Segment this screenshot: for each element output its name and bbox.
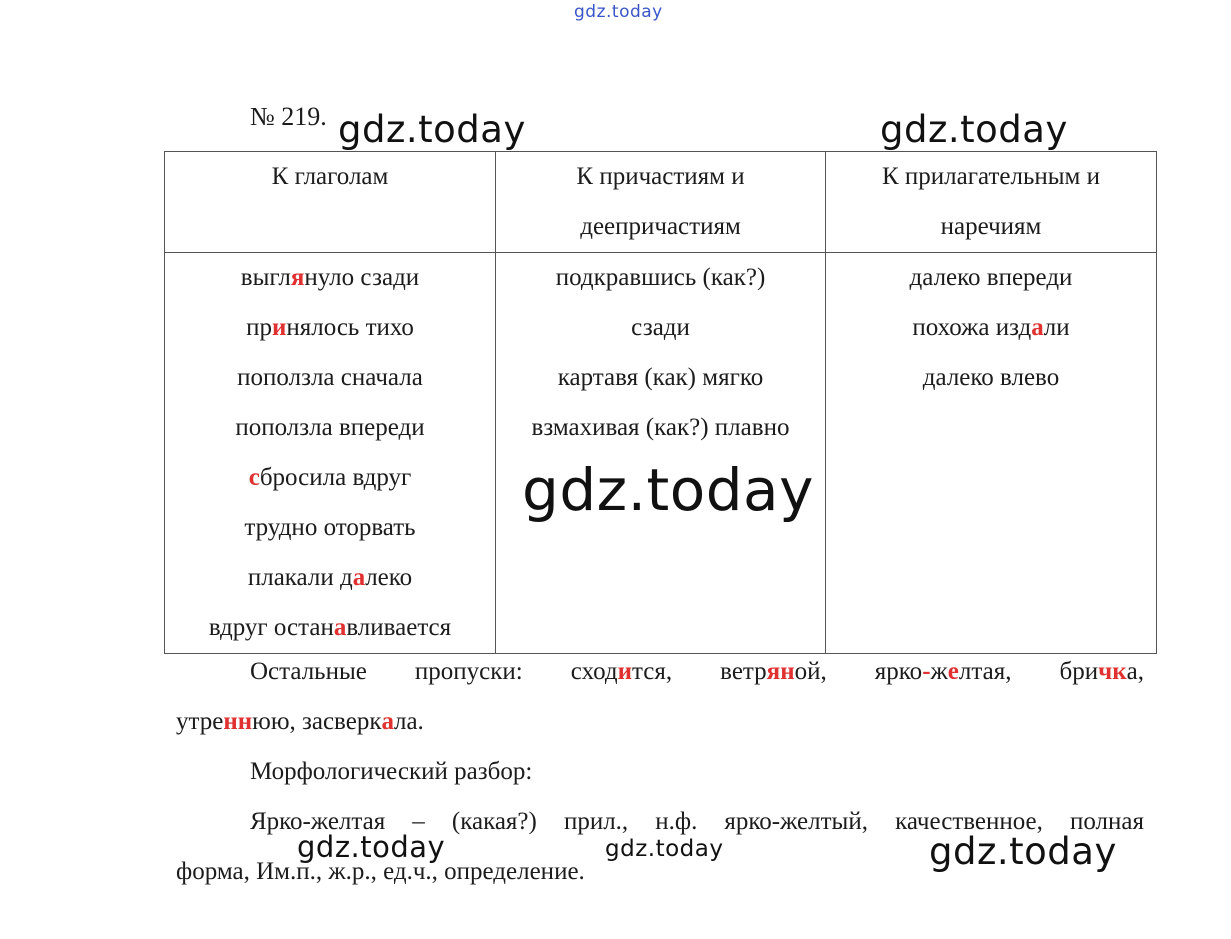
text-segment: форма, Им.п., ж.р., ед.ч., определение. xyxy=(176,858,585,885)
highlighted-letter: е xyxy=(947,658,959,685)
text-segment: леко xyxy=(365,564,413,591)
text-segment: поползла впереди xyxy=(235,414,425,441)
highlighted-letter: а xyxy=(381,708,394,735)
watermark-top: gdz.today xyxy=(574,2,663,22)
header-line: наречиям xyxy=(940,213,1042,240)
text-segment: выгл xyxy=(240,264,291,291)
phrase xyxy=(165,603,495,653)
highlighted-letter: с xyxy=(248,464,260,491)
text-segment: картавя (как) мягко xyxy=(557,364,764,391)
highlighted-letter: и xyxy=(271,314,287,341)
phrase xyxy=(165,503,495,553)
text-segment: сзади xyxy=(631,314,690,341)
highlighted-letter: а xyxy=(1031,314,1044,341)
phrase xyxy=(826,353,1156,403)
text-segment: лтая, бри xyxy=(958,658,1099,685)
text-segment: поползла сначала xyxy=(237,364,423,391)
watermark: gdz.today xyxy=(929,830,1117,873)
text-segment: нялось тихо xyxy=(286,314,414,341)
header-line: К прилагательным и xyxy=(882,163,1100,190)
phrase xyxy=(496,303,825,353)
highlighted-letter: и xyxy=(617,658,633,685)
text-segment: подкравшись (как?) xyxy=(555,264,766,291)
watermark: gdz.today xyxy=(605,836,724,862)
word-table xyxy=(164,151,1157,654)
phrase xyxy=(165,253,495,303)
watermark: gdz.today xyxy=(297,830,446,864)
text-segment: ой, ярко xyxy=(794,658,923,685)
table-row xyxy=(165,253,1157,654)
text-segment: Остальные пропуски: сход xyxy=(250,658,618,685)
remaining-gaps-line-2 xyxy=(176,697,1144,747)
highlighted-letter: а xyxy=(352,564,366,591)
phrase xyxy=(826,253,1156,303)
highlighted-letter: ян xyxy=(766,658,795,685)
phrase xyxy=(165,553,495,603)
phrase xyxy=(826,303,1156,353)
text-segment: Морфологический разбор: xyxy=(250,758,533,785)
highlighted-letter: нн xyxy=(223,708,253,735)
text-segment: далеко впереди xyxy=(909,264,1073,291)
text-segment: ли xyxy=(1043,314,1070,341)
header-participles xyxy=(496,152,826,253)
text-segment: нуло сзади xyxy=(304,264,420,291)
text-segment: взмахивая (как?) плавно xyxy=(531,414,790,441)
exercise-number: № 219. xyxy=(250,102,327,131)
text-segment: трудно оторвать xyxy=(244,514,416,541)
phrase xyxy=(165,353,495,403)
header-line: К причастиям и xyxy=(576,163,745,190)
text-segment: тся, ветр xyxy=(632,658,767,685)
morph-heading xyxy=(176,747,1144,797)
text-segment: вдруг остан xyxy=(208,614,334,641)
text-segment: ла. xyxy=(393,708,424,735)
text-segment: далеко влево xyxy=(922,364,1060,391)
column-adjectives xyxy=(826,253,1157,654)
header-verbs xyxy=(165,152,496,253)
text-segment: ж xyxy=(930,658,948,685)
phrase xyxy=(165,453,495,503)
text-segment: Ярко-желтая – (какая?) прил., н.ф. ярко-желтый, качественное, полная xyxy=(250,808,1144,835)
phrase xyxy=(496,353,825,403)
text-segment: бросила вдруг xyxy=(259,464,412,491)
text-segment: пр xyxy=(246,314,272,341)
text-segment: вливается xyxy=(346,614,452,641)
highlighted-letter: - xyxy=(922,658,931,685)
column-verbs xyxy=(165,253,496,654)
remaining-gaps-line-1 xyxy=(176,647,1144,697)
phrase xyxy=(496,403,825,453)
phrase xyxy=(165,403,495,453)
text-segment: а, xyxy=(1126,658,1144,685)
phrase xyxy=(165,303,495,353)
table-header-row xyxy=(165,152,1157,253)
text-segment: похожа изд xyxy=(912,314,1032,341)
highlighted-letter: чк xyxy=(1098,658,1127,685)
text-segment: юю, засверк xyxy=(252,708,382,735)
text-segment: плакали д xyxy=(247,564,353,591)
text-segment: утре xyxy=(176,708,224,735)
header-line: деепричастиям xyxy=(580,213,741,240)
watermark: gdz.today xyxy=(338,108,526,151)
highlighted-letter: я xyxy=(290,264,305,291)
watermark: gdz.today xyxy=(880,108,1068,151)
highlighted-letter: а xyxy=(333,614,347,641)
header-adjectives xyxy=(826,152,1157,253)
phrase xyxy=(496,253,825,303)
watermark: gdz.today xyxy=(522,456,814,524)
column-participles xyxy=(496,253,826,654)
header-line: К глаголам xyxy=(271,163,389,190)
